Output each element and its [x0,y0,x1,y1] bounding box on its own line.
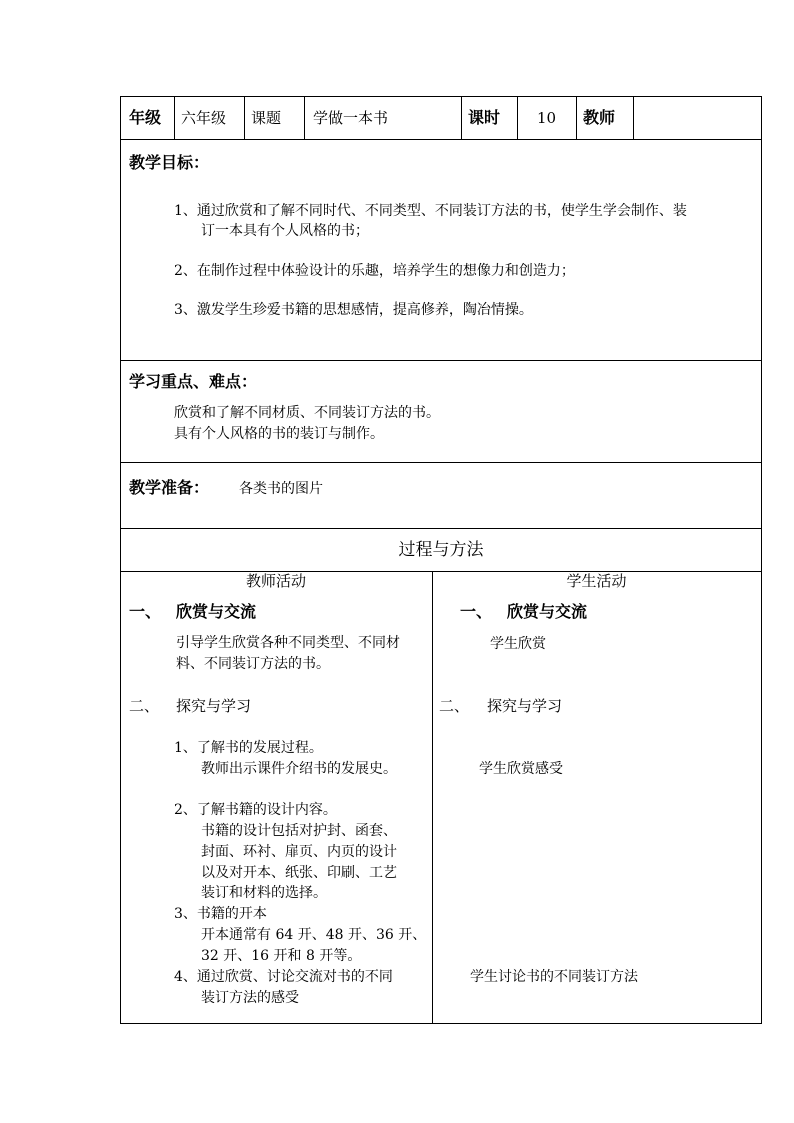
teacher-text: 以及对开本、纸张、印刷、工艺 [201,865,397,881]
key-points-title: 学习重点、难点： [129,372,258,391]
col-divider [304,97,305,139]
objective-item: 1、通过欣赏和了解不同时代、不同类型、不同装订方法的书，使学生学会制作、装 [174,203,687,219]
col-divider [174,97,175,139]
teacher-text: 教师出示课件介绍书的发展史。 [201,761,397,777]
hours-label: 课时 [468,108,501,127]
topic-label: 课题 [251,109,282,127]
teacher-text: 2、了解书籍的设计内容。 [174,802,337,818]
objectives-title: 教学目标： [129,153,210,172]
preparation-value: 各类书的图片 [239,481,323,497]
teacher-text: 装订和材料的选择。 [201,885,327,901]
row-divider [121,462,761,463]
student-text: 学生讨论书的不同装订方法 [470,969,638,985]
grade-label: 年级 [129,108,162,127]
teacher-text: 32 开、16 开和 8 开等。 [201,948,362,964]
teacher-label: 教师 [583,108,616,127]
col-divider [432,571,433,1023]
col-divider [244,97,245,139]
objective-item: 订一本具有个人风格的书； [201,223,369,239]
row-divider [121,139,761,140]
grade-value: 六年级 [181,109,227,127]
student-text: 学生欣赏感受 [479,761,563,777]
preparation-title: 教学准备： [129,478,210,497]
teacher-activity-header: 教师活动 [245,572,306,590]
col-divider [517,97,518,139]
student-section-title: 探究与学习 [487,697,563,715]
objective-item: 2、在制作过程中体验设计的乐趣，培养学生的想像力和创造力； [174,263,575,279]
teacher-text: 书籍的设计包括对护封、函套、 [201,823,397,839]
hours-value: 10 [537,109,557,127]
teacher-text: 料、不同装订方法的书。 [176,656,330,672]
col-divider [576,97,577,139]
teacher-text: 1、了解书的发展过程。 [174,740,323,756]
col-divider [461,97,462,139]
teacher-text: 引导学生欣赏各种不同类型、不同材 [176,635,400,651]
row-divider [121,360,761,361]
student-section-number: 二、 [439,697,470,715]
student-activity-header: 学生活动 [566,572,627,590]
topic-value: 学做一本书 [313,109,389,127]
row-divider [121,528,761,529]
student-section-number: 一、 [460,602,493,621]
key-point: 具有个人风格的书的装订与制作。 [174,426,384,442]
student-text: 学生欣赏 [490,636,546,652]
teacher-section-number: 一、 [129,602,162,621]
objective-item: 3、激发学生珍爱书籍的思想感情，提高修养，陶冶情操。 [174,302,533,318]
teacher-text: 装订方法的感受 [201,990,299,1006]
student-section-title: 欣赏与交流 [507,602,588,621]
teacher-section-number: 二、 [129,697,160,715]
lesson-plan-table [120,96,762,1024]
col-divider [633,97,634,139]
key-point: 欣赏和了解不同材质、不同装订方法的书。 [174,405,440,421]
teacher-text: 开本通常有 64 开、48 开、36 开、 [201,927,427,943]
teacher-section-title: 探究与学习 [176,697,252,715]
process-title: 过程与方法 [398,540,484,560]
teacher-text: 3、书籍的开本 [174,906,267,922]
teacher-section-title: 欣赏与交流 [176,602,257,621]
teacher-text: 封面、环衬、扉页、内页的设计 [201,844,397,860]
teacher-text: 4、通过欣赏、讨论交流对书的不同 [174,969,393,985]
